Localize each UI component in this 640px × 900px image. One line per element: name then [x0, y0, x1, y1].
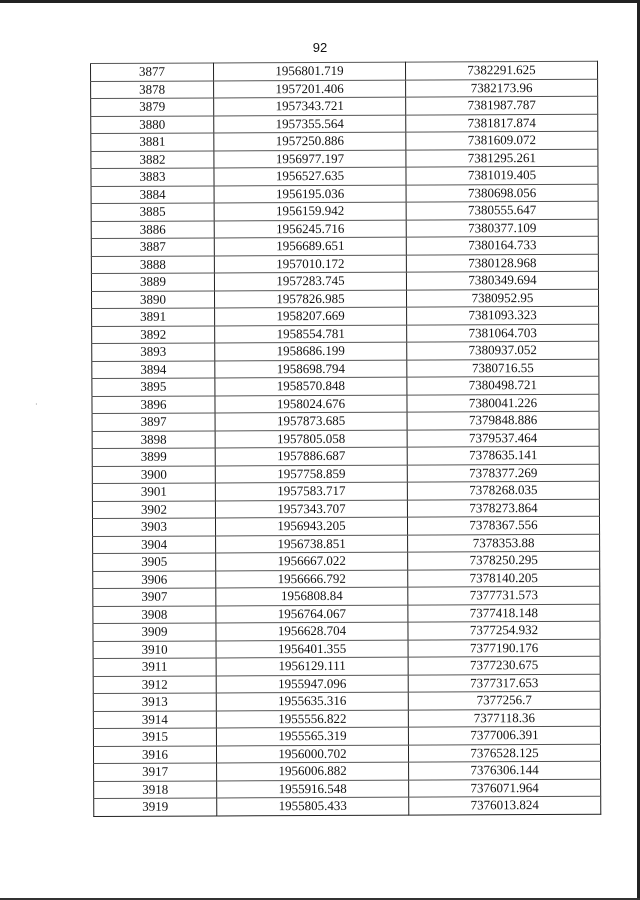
point-id-cell: 3895	[92, 378, 215, 396]
point-id-cell: 3890	[91, 290, 214, 308]
table-row	[92, 481, 599, 501]
y-coordinate-cell: 7380128.968	[406, 254, 598, 272]
x-coordinate-cell: 1957250.886	[214, 132, 406, 150]
x-coordinate-cell: 1956159.942	[214, 202, 406, 220]
x-coordinate-cell: 1957758.859	[215, 465, 407, 483]
y-coordinate-cell: 7377731.573	[408, 586, 600, 604]
x-coordinate-cell: 1956527.635	[214, 167, 406, 185]
point-id-cell: 3877	[91, 63, 214, 81]
table-row	[93, 604, 600, 624]
x-coordinate-cell: 1956738.851	[216, 535, 408, 553]
point-id-cell: 3905	[93, 553, 216, 571]
point-id-cell: 3918	[94, 780, 217, 798]
point-id-cell: 3916	[93, 745, 216, 763]
x-coordinate-cell: 1955556.822	[216, 710, 408, 728]
x-coordinate-cell: 1958024.676	[215, 395, 407, 413]
table-row	[93, 744, 600, 764]
y-coordinate-cell: 7380377.109	[406, 219, 598, 237]
y-coordinate-cell: 7378635.141	[407, 446, 599, 464]
point-id-cell: 3885	[91, 203, 214, 221]
table-row	[93, 691, 600, 711]
x-coordinate-cell: 1956808.84	[216, 587, 408, 605]
y-coordinate-cell: 7381987.787	[406, 96, 598, 114]
table-row	[91, 219, 598, 239]
x-coordinate-cell: 1957010.172	[214, 255, 406, 273]
x-coordinate-cell: 1957886.687	[215, 447, 407, 465]
table-row	[92, 499, 599, 519]
point-id-cell: 3886	[91, 220, 214, 238]
table-row	[91, 114, 598, 134]
point-id-cell: 3909	[93, 623, 216, 641]
point-id-cell: 3911	[93, 658, 216, 676]
table-row	[91, 201, 598, 221]
table-row	[93, 534, 600, 554]
y-coordinate-cell: 7377317.653	[408, 674, 600, 692]
point-id-cell: 3915	[93, 728, 216, 746]
x-coordinate-cell: 1955947.096	[216, 675, 408, 693]
point-id-cell: 3901	[92, 483, 215, 501]
table-row	[91, 131, 598, 151]
x-coordinate-cell: 1957343.707	[215, 500, 407, 518]
x-coordinate-cell: 1956666.792	[216, 570, 408, 588]
table-row	[91, 149, 598, 169]
x-coordinate-cell: 1958686.199	[215, 342, 407, 360]
y-coordinate-cell: 7377006.391	[408, 726, 600, 744]
point-id-cell: 3897	[92, 413, 215, 431]
table-row	[93, 639, 600, 659]
x-coordinate-cell: 1956000.702	[216, 745, 408, 763]
y-coordinate-cell: 7378367.556	[407, 516, 599, 534]
point-id-cell: 3908	[93, 605, 216, 623]
table-row	[93, 674, 600, 694]
y-coordinate-cell: 7380937.052	[407, 341, 599, 359]
x-coordinate-cell: 1956689.651	[214, 237, 406, 255]
point-id-cell: 3906	[93, 570, 216, 588]
y-coordinate-cell: 7380349.694	[406, 271, 598, 289]
x-coordinate-cell: 1956801.719	[214, 62, 406, 80]
y-coordinate-cell: 7377230.675	[408, 656, 600, 674]
x-coordinate-cell: 1955805.433	[217, 797, 409, 815]
table-row	[93, 586, 600, 606]
y-coordinate-cell: 7379848.886	[407, 411, 599, 429]
table-row	[91, 166, 598, 186]
x-coordinate-cell: 1955635.316	[216, 692, 408, 710]
y-coordinate-cell: 7381093.323	[407, 306, 599, 324]
x-coordinate-cell: 1956764.067	[216, 605, 408, 623]
x-coordinate-cell: 1957873.685	[215, 412, 407, 430]
y-coordinate-cell: 7382173.96	[406, 79, 598, 97]
x-coordinate-cell: 1957583.717	[215, 482, 407, 500]
y-coordinate-cell: 7381064.703	[407, 324, 599, 342]
point-id-cell: 3919	[94, 798, 217, 816]
point-id-cell: 3893	[92, 343, 215, 361]
x-coordinate-cell: 1957283.745	[214, 272, 406, 290]
y-coordinate-cell: 7380164.733	[406, 236, 598, 254]
scan-edge-top	[0, 0, 640, 3]
point-id-cell: 3912	[93, 675, 216, 693]
table-row	[93, 551, 600, 571]
table-row	[94, 796, 601, 816]
y-coordinate-cell: 7381817.874	[406, 114, 598, 132]
x-coordinate-cell: 1956129.111	[216, 657, 408, 675]
table-row	[93, 726, 600, 746]
table-row	[93, 656, 600, 676]
page-number: 92	[312, 40, 328, 55]
point-id-cell: 3891	[92, 308, 215, 326]
y-coordinate-cell: 7377118.36	[408, 709, 600, 727]
x-coordinate-cell: 1955565.319	[216, 727, 408, 745]
table-row	[91, 79, 598, 99]
point-id-cell: 3879	[91, 98, 214, 116]
x-coordinate-cell: 1956667.022	[216, 552, 408, 570]
point-id-cell: 3900	[92, 465, 215, 483]
x-coordinate-cell: 1957355.564	[214, 115, 406, 133]
table-row	[91, 96, 598, 116]
point-id-cell: 3887	[91, 238, 214, 256]
point-id-cell: 3878	[91, 80, 214, 98]
table-row	[93, 709, 600, 729]
x-coordinate-cell: 1958570.848	[215, 377, 407, 395]
y-coordinate-cell: 7380698.056	[406, 184, 598, 202]
table-row	[91, 184, 598, 204]
y-coordinate-cell: 7378273.864	[407, 499, 599, 517]
point-id-cell: 3899	[92, 448, 215, 466]
x-coordinate-cell: 1956628.704	[216, 622, 408, 640]
y-coordinate-cell: 7379537.464	[407, 429, 599, 447]
table-row	[91, 254, 598, 274]
table-row	[91, 236, 598, 256]
y-coordinate-cell: 7376013.824	[409, 796, 601, 814]
table-row	[92, 464, 599, 484]
y-coordinate-cell: 7380952.95	[406, 289, 598, 307]
table-row	[91, 61, 598, 81]
table-row	[91, 271, 598, 291]
point-id-cell: 3882	[91, 150, 214, 168]
coordinates-table	[90, 61, 601, 817]
x-coordinate-cell: 1957805.058	[215, 430, 407, 448]
y-coordinate-cell: 7380498.721	[407, 376, 599, 394]
x-coordinate-cell: 1958554.781	[215, 325, 407, 343]
y-coordinate-cell: 7380716.55	[407, 359, 599, 377]
y-coordinate-cell: 7378250.295	[408, 551, 600, 569]
coordinates-table-body	[91, 61, 601, 816]
table-row	[92, 411, 599, 431]
y-coordinate-cell: 7376071.964	[409, 779, 601, 797]
table-row	[94, 779, 601, 799]
y-coordinate-cell: 7382291.625	[405, 61, 597, 79]
y-coordinate-cell: 7378268.035	[407, 481, 599, 499]
table-row	[92, 394, 599, 414]
point-id-cell: 3907	[93, 588, 216, 606]
table-row	[92, 429, 599, 449]
x-coordinate-cell: 1956401.355	[216, 640, 408, 658]
table-row	[92, 341, 599, 361]
point-id-cell: 3880	[91, 115, 214, 133]
x-coordinate-cell: 1956977.197	[214, 150, 406, 168]
x-coordinate-cell: 1957343.721	[214, 97, 406, 115]
x-coordinate-cell: 1958698.794	[215, 360, 407, 378]
table-row	[94, 761, 601, 781]
x-coordinate-cell: 1957826.985	[214, 290, 406, 308]
point-id-cell: 3917	[94, 763, 217, 781]
point-id-cell: 3888	[91, 255, 214, 273]
y-coordinate-cell: 7380555.647	[406, 201, 598, 219]
point-id-cell: 3884	[91, 185, 214, 203]
point-id-cell: 3894	[92, 360, 215, 378]
point-id-cell: 3896	[92, 395, 215, 413]
point-id-cell: 3902	[92, 500, 215, 518]
x-coordinate-cell: 1956943.205	[215, 517, 407, 535]
x-coordinate-cell: 1956195.036	[214, 185, 406, 203]
table-row	[93, 569, 600, 589]
x-coordinate-cell: 1956245.716	[214, 220, 406, 238]
y-coordinate-cell: 7378353.88	[408, 534, 600, 552]
y-coordinate-cell: 7376528.125	[408, 744, 600, 762]
x-coordinate-cell: 1958207.669	[215, 307, 407, 325]
y-coordinate-cell: 7378377.269	[407, 464, 599, 482]
y-coordinate-cell: 7376306.144	[409, 761, 601, 779]
table-row	[92, 359, 599, 379]
point-id-cell: 3910	[93, 640, 216, 658]
table-row	[93, 621, 600, 641]
point-id-cell: 3904	[93, 535, 216, 553]
point-id-cell: 3889	[91, 273, 214, 291]
point-id-cell: 3892	[92, 325, 215, 343]
point-id-cell: 3898	[92, 430, 215, 448]
x-coordinate-cell: 1955916.548	[217, 780, 409, 798]
y-coordinate-cell: 7380041.226	[407, 394, 599, 412]
y-coordinate-cell: 7377418.148	[408, 604, 600, 622]
x-coordinate-cell: 1957201.406	[214, 80, 406, 98]
y-coordinate-cell: 7378140.205	[408, 569, 600, 587]
y-coordinate-cell: 7377256.7	[408, 691, 600, 709]
point-id-cell: 3913	[93, 693, 216, 711]
y-coordinate-cell: 7377254.932	[408, 621, 600, 639]
point-id-cell: 3881	[91, 133, 214, 151]
y-coordinate-cell: 7381609.072	[406, 131, 598, 149]
table-row	[92, 376, 599, 396]
table-row	[92, 516, 599, 536]
table-row	[91, 289, 598, 309]
x-coordinate-cell: 1956006.882	[217, 762, 409, 780]
point-id-cell: 3903	[92, 518, 215, 536]
table-row	[92, 446, 599, 466]
table-row	[92, 306, 599, 326]
y-coordinate-cell: 7377190.176	[408, 639, 600, 657]
y-coordinate-cell: 7381019.405	[406, 166, 598, 184]
y-coordinate-cell: 7381295.261	[406, 149, 598, 167]
table-row	[92, 324, 599, 344]
margin-mark: ·	[35, 400, 38, 409]
point-id-cell: 3883	[91, 168, 214, 186]
point-id-cell: 3914	[93, 710, 216, 728]
